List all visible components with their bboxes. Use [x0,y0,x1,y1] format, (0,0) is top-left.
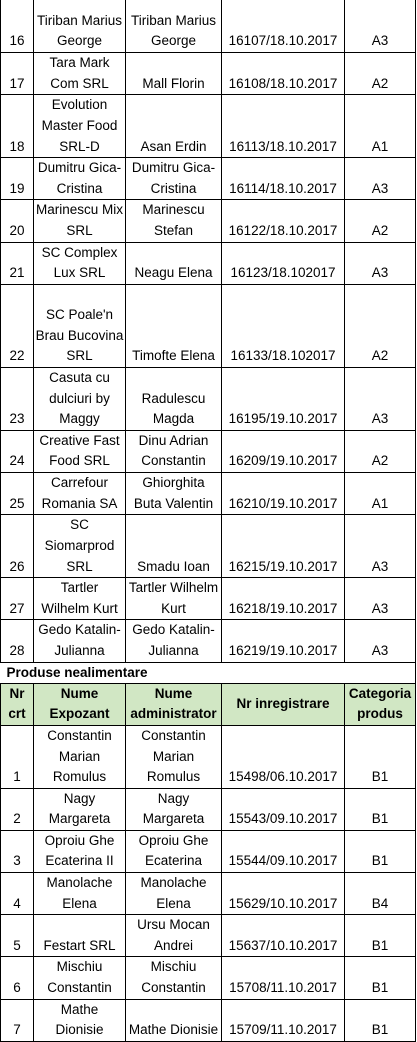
header-nr: Nr crt [1,683,34,725]
admin-cell: Ghiorghita Buta Valentin [126,472,222,514]
registration-cell: 16122/18.10.2017 [222,200,345,242]
admin-cell: Tiriban Marius George [126,0,222,53]
category-cell: B1 [345,999,416,1041]
category-cell: B1 [345,957,416,999]
exhibitor-cell: Dumitru Gica-Cristina [34,158,126,200]
admin-cell: Oproiu Ghe Ecaterina [126,830,222,872]
admin-cell: Timofte Elena [126,284,222,367]
nr-cell: 2 [1,788,34,830]
nr-cell: 26 [1,515,34,578]
nr-cell: 4 [1,873,34,915]
nr-cell: 16 [1,0,34,53]
header-registration: Nr inregistrare [222,683,345,725]
nr-cell: 17 [1,53,34,95]
category-cell: B1 [345,915,416,957]
registration-cell: 15708/11.10.2017 [222,957,345,999]
exhibitor-cell: Oproiu Ghe Ecaterina II [34,830,126,872]
registration-cell: 15629/10.10.2017 [222,873,345,915]
exhibitor-cell: Festart SRL [34,915,126,957]
category-cell: A2 [345,200,416,242]
table-row [1,158,416,200]
table-row [1,999,416,1041]
nr-cell: 3 [1,830,34,872]
category-cell: A2 [345,284,416,367]
exhibitor-cell: Manolache Elena [34,873,126,915]
admin-cell: Mall Florin [126,53,222,95]
table-row [1,725,416,788]
exhibitor-cell: Creative Fast Food SRL [34,430,126,472]
registration-cell: 15498/06.10.2017 [222,725,345,788]
category-cell: B1 [345,830,416,872]
nr-cell: 20 [1,200,34,242]
registration-cell: 16195/19.10.2017 [222,367,345,430]
table-row [1,578,416,620]
registration-cell: 16215/19.10.2017 [222,515,345,578]
section-title: Produse nealimentare [1,662,416,683]
exhibitor-cell: Tara Mark Com SRL [34,53,126,95]
registration-cell: 16108/18.10.2017 [222,53,345,95]
registration-cell: 16133/18.102017 [222,284,345,367]
exhibitor-cell: Casuta cu dulciuri by Maggy [34,367,126,430]
table-row [1,95,416,158]
nr-cell: 24 [1,430,34,472]
exhibitor-cell: Mischiu Constantin [34,957,126,999]
registration-cell: 15543/09.10.2017 [222,788,345,830]
admin-cell: Marinescu Stefan [126,200,222,242]
category-cell: A3 [345,158,416,200]
admin-cell: Constantin Marian Romulus [126,725,222,788]
exhibitor-cell: Carrefour Romania SA [34,472,126,514]
nr-cell: 28 [1,620,34,662]
exhibitor-cell: Tiriban Marius George [34,0,126,53]
table-row [1,620,416,662]
registration-cell: 16114/18.10.2017 [222,158,345,200]
nr-cell: 7 [1,999,34,1041]
registration-cell: 15544/09.10.2017 [222,830,345,872]
table-row [1,200,416,242]
admin-cell: Dumitru Gica-Cristina [126,158,222,200]
nr-cell: 18 [1,95,34,158]
admin-cell: Smadu Ioan [126,515,222,578]
category-cell: A3 [345,515,416,578]
category-cell: A3 [345,578,416,620]
table-row [1,873,416,915]
nr-cell: 1 [1,725,34,788]
registration-cell: 16113/18.10.2017 [222,95,345,158]
category-cell: B1 [345,725,416,788]
nr-cell: 25 [1,472,34,514]
exhibitor-cell: Marinescu Mix SRL [34,200,126,242]
admin-cell: Neagu Elena [126,242,222,284]
exhibitor-cell: Mathe Dionisie [34,999,126,1041]
category-cell: A1 [345,472,416,514]
section-title-row [1,662,416,683]
category-cell: A2 [345,430,416,472]
table-header-row [1,683,416,725]
exhibitor-cell: SC Siomarprod SRL [34,515,126,578]
admin-cell: Radulescu Magda [126,367,222,430]
table-row [1,284,416,367]
registration-cell: 16219/19.10.2017 [222,620,345,662]
exhibitor-cell: Constantin Marian Romulus [34,725,126,788]
admin-cell: Nagy Margareta [126,788,222,830]
nr-cell: 19 [1,158,34,200]
nr-cell: 23 [1,367,34,430]
nr-cell: 27 [1,578,34,620]
registration-cell: 16218/19.10.2017 [222,578,345,620]
nr-cell: 6 [1,957,34,999]
nr-cell: 21 [1,242,34,284]
category-cell: A3 [345,620,416,662]
registration-cell: 16123/18.102017 [222,242,345,284]
exhibitor-cell: Nagy Margareta [34,788,126,830]
admin-cell: Manolache Elena [126,873,222,915]
table-row [1,0,416,53]
exhibitor-cell: SC Poale'n Brau Bucovina SRL [34,284,126,367]
category-cell: B1 [345,788,416,830]
category-cell: A2 [345,53,416,95]
registration-cell: 15637/10.10.2017 [222,915,345,957]
admin-cell: Mischiu Constantin [126,957,222,999]
category-cell: A3 [345,367,416,430]
admin-cell: Dinu Adrian Constantin [126,430,222,472]
table-row [1,515,416,578]
registration-cell: 16107/18.10.2017 [222,0,345,53]
registration-cell: 15709/11.10.2017 [222,999,345,1041]
exhibitor-cell: Gedo Katalin-Julianna [34,620,126,662]
nr-cell: 22 [1,284,34,367]
category-cell: A3 [345,242,416,284]
table-row [1,915,416,957]
table-row [1,830,416,872]
table-row [1,242,416,284]
header-exhibitor: Nume Expozant [34,683,126,725]
admin-cell: Tartler Wilhelm Kurt [126,578,222,620]
category-cell: A3 [345,0,416,53]
exhibitor-cell: Evolution Master Food SRL-D [34,95,126,158]
table-row [1,957,416,999]
registration-cell: 16209/19.10.2017 [222,430,345,472]
table-row [1,430,416,472]
admin-cell: Ursu Mocan Andrei [126,915,222,957]
category-cell: A1 [345,95,416,158]
table-row [1,788,416,830]
table-row [1,367,416,430]
table-row [1,53,416,95]
exhibitor-cell: Tartler Wilhelm Kurt [34,578,126,620]
admin-cell: Mathe Dionisie [126,999,222,1041]
exhibitor-cell: SC Complex Lux SRL [34,242,126,284]
nr-cell: 5 [1,915,34,957]
header-admin: Nume administrator [126,683,222,725]
category-cell: B4 [345,873,416,915]
registration-cell: 16210/19.10.2017 [222,472,345,514]
header-category: Categoria produs [345,683,416,725]
admin-cell: Gedo Katalin-Julianna [126,620,222,662]
table-row [1,472,416,514]
admin-cell: Asan Erdin [126,95,222,158]
